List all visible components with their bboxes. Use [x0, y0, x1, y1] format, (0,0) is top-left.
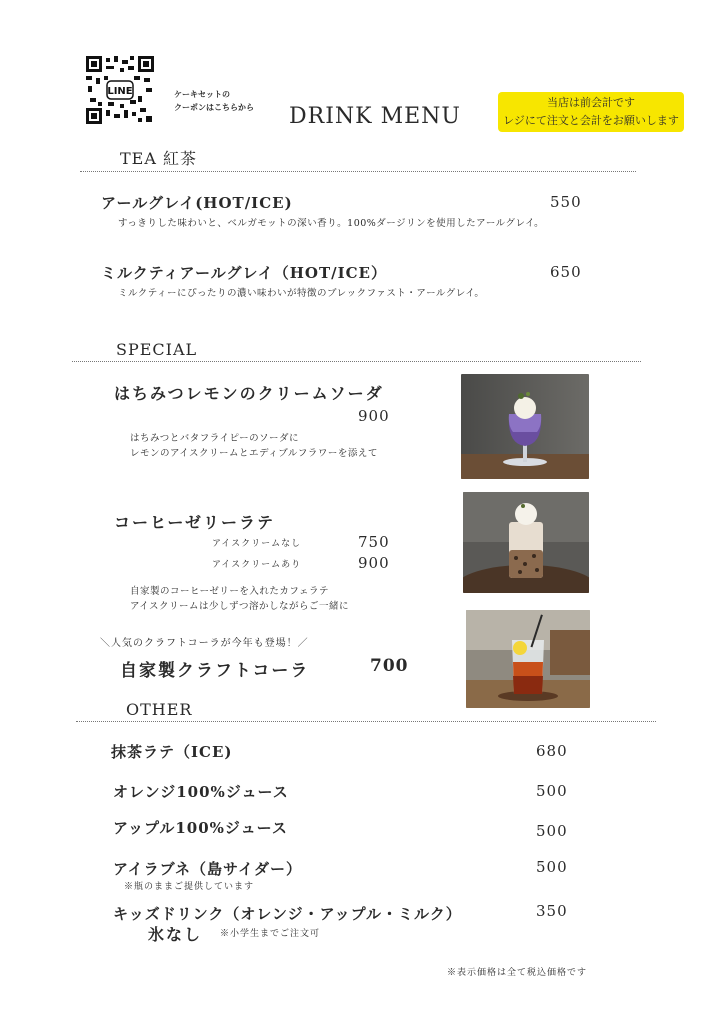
other-item-3-name: アップル100%ジュース — [113, 819, 288, 837]
qr-caption-line2: クーポンはこちらから — [174, 103, 254, 112]
other-item-4-note: ※瓶のままご提供しています — [124, 882, 255, 892]
other-item-5-name: キッズドリンク（オレンジ・アップル・ミルク） — [113, 905, 462, 923]
tea-heading: TEA 紅茶 — [120, 149, 197, 168]
special-divider — [72, 361, 641, 362]
tea-item-2-desc: ミルクティーにぴったりの濃い味わいが特徴のブレックファスト・アールグレイ。 — [118, 288, 485, 299]
tax-note: ※表示価格は全て税込価格です — [447, 968, 588, 978]
qr-caption — [174, 88, 254, 114]
tea-item-2-name: ミルクティアールグレイ（HOT/ICE） — [101, 264, 387, 282]
qr-caption-line1: ケーキセットの — [174, 90, 230, 99]
other-item-2-name: オレンジ100%ジュース — [113, 783, 289, 801]
cream-soda-photo — [461, 374, 589, 479]
latte-option2-price: 900 — [358, 554, 390, 572]
soda-desc — [130, 431, 378, 461]
page-title: DRINK MENU — [289, 104, 461, 129]
soda-desc-line2: レモンのアイスクリームとエディブルフラワーを添えて — [130, 448, 378, 459]
other-item-4-price: 500 — [536, 858, 568, 876]
special-heading: SPECIAL — [116, 340, 198, 359]
craft-cola-photo — [466, 610, 590, 708]
other-item-1-price: 680 — [536, 742, 568, 760]
latte-desc-line2: アイスクリームは少しずつ溶かしながらご一緒に — [130, 601, 350, 612]
notice-box — [498, 92, 684, 132]
tea-item-2-price: 650 — [550, 263, 582, 281]
cola-name: 自家製クラフトコーラ — [120, 661, 310, 681]
notice-line2: レジにて注文と会計をお願いします — [503, 114, 679, 127]
other-item-5-note: ※小学生までご注文可 — [220, 929, 321, 939]
cola-banner: ＼人気のクラフトコーラが今年も登場！／ — [100, 638, 309, 649]
tea-item-1-name: アールグレイ(HOT/ICE) — [101, 194, 293, 212]
latte-option2-label: アイスクリームあり — [212, 560, 302, 570]
line-badge: LINE — [107, 86, 133, 97]
qr-code[interactable] — [86, 56, 154, 124]
latte-desc-line1: 自家製のコーヒーゼリーを入れたカフェラテ — [130, 586, 329, 597]
tea-item-1-price: 550 — [550, 193, 582, 211]
soda-price: 900 — [358, 407, 390, 425]
other-item-5-price: 350 — [536, 902, 568, 920]
coffee-jelly-latte-photo — [463, 492, 589, 593]
other-divider — [76, 721, 656, 722]
other-item-1-name: 抹茶ラテ（ICE) — [111, 743, 233, 761]
tea-item-1-desc: すっきりした味わいと、ベルガモットの深い香り。100%ダージリンを使用したアールグレイ。 — [118, 218, 545, 229]
latte-name: コーヒーゼリーラテ — [114, 513, 276, 532]
cola-price: 700 — [370, 656, 409, 676]
soda-name: はちみつレモンのクリームソーダ — [114, 384, 384, 403]
latte-option1-price: 750 — [358, 533, 390, 551]
soda-desc-line1: はちみつとバタフライピーのソーダに — [130, 433, 299, 444]
other-item-5-subname: 氷なし — [148, 925, 203, 944]
latte-desc — [130, 584, 349, 614]
tea-divider — [80, 171, 636, 172]
notice-line1: 当店は前会計です — [547, 96, 635, 109]
other-item-2-price: 500 — [536, 782, 568, 800]
other-item-3-price: 500 — [536, 822, 568, 840]
latte-option1-label: アイスクリームなし — [212, 539, 302, 549]
other-heading: OTHER — [126, 700, 193, 719]
other-item-4-name: アイラブネ（島サイダー） — [113, 860, 303, 878]
